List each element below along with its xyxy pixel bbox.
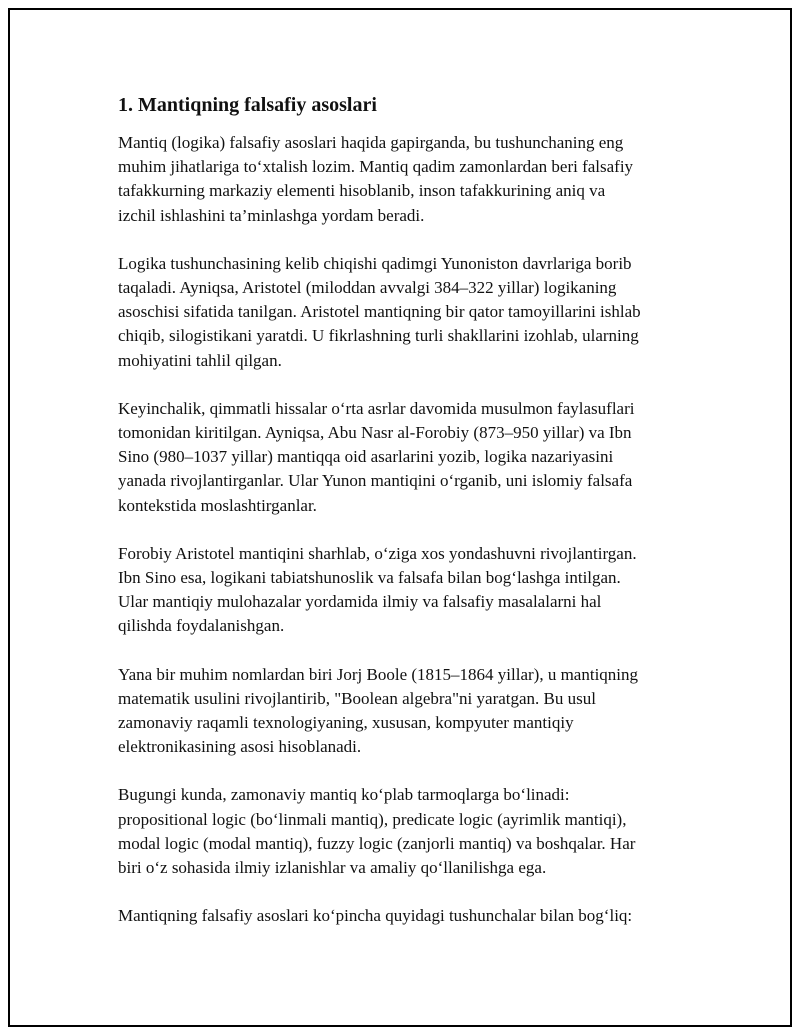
paragraph-line: chiqib, silogistikani yaratdi. U fikrlashning turli shakllarini izohlab, ularning [118, 326, 639, 346]
paragraph-line: Bugungi kunda, zamonaviy mantiq ko‘plab tarmoqlarga bo‘linadi: [118, 785, 570, 805]
paragraph [118, 783, 698, 880]
paragraph [118, 252, 698, 373]
paragraph-line: Ibn Sino esa, logikani tabiatshunoslik va falsafa bilan bog‘lashga intilgan. [118, 568, 621, 588]
paragraph-line: taqaladi. Ayniqsa, Aristotel (miloddan avvalgi 384–322 yillar) logikaning [118, 278, 617, 298]
paragraph-line: Logika tushunchasining kelib chiqishi qadimgi Yunoniston davrlariga borib [118, 253, 632, 273]
paragraph-line: Mantiq (logika) falsafiy asoslari haqida gapirganda, bu tushunchaning eng [118, 133, 624, 152]
paragraph-line: tomonidan kiritilgan. Ayniqsa, Abu Nasr al-Forobiy (873–950 yillar) va Ibn [118, 423, 632, 443]
paragraph-line: biri o‘z sohasida ilmiy izlanishlar va amaliy qo‘llanilishga ega. [118, 858, 547, 878]
paragraph-line: Sino (980–1037 yillar) mantiqqa oid asarlarini yozib, logika nazariyasini [118, 447, 614, 467]
paragraph-line: qilishda foydalanishgan. [118, 616, 285, 636]
paragraph-line: muhim jihatlariga to‘xtalish lozim. Mantiq qadim zamonlardan beri falsafiy [118, 157, 634, 177]
document-body [118, 92, 698, 952]
paragraph-line: Forobiy Aristotel mantiqini sharhlab, o‘ziga xos yondashuvni rivojlantirgan. [118, 543, 637, 563]
paragraph [118, 397, 698, 518]
paragraph-line: Yana bir muhim nomlardan biri Jorj Boole (1815–1864 yillar), u mantiqning [118, 664, 639, 684]
paragraph-line: Mantiqning falsafiy asoslari ko‘pincha quyidagi tushunchalar bilan bog‘liq: [118, 906, 633, 926]
paragraph-line: Keyinchalik, qimmatli hissalar o‘rta asrlar davomida musulmon faylasuflari [118, 398, 635, 418]
section-heading: 1. Mantiqning falsafiy asoslari [118, 94, 377, 116]
paragraph-line: elektronikasining asosi hisoblanadi. [118, 737, 362, 757]
paragraph-line: propositional logic (bo‘linmali mantiq), predicate logic (ayrimlik mantiqi), [118, 809, 627, 829]
paragraph [118, 663, 698, 760]
paragraph-line: yanada rivojlantirganlar. Ular Yunon mantiqini o‘rganib, uni islomiy falsafa [118, 471, 633, 491]
paragraph-line: asoschisi sifatida tanilgan. Aristotel mantiqning bir qator tamoyillarini ishlab [118, 302, 641, 322]
paragraph-line: kontekstida moslashtirganlar. [118, 495, 317, 515]
paragraph-line: zamonaviy raqamli texnologiyaning, xususan, kompyuter mantiqiy [118, 713, 574, 733]
paragraph-line: matematik usulini rivojlantirib, "Boolean algebra"ni yaratgan. Bu usul [118, 688, 596, 708]
paragraph-line: mohiyatini tahlil qilgan. [118, 350, 282, 370]
paragraph [118, 131, 698, 228]
paragraph-line: izchil ishlashini ta’minlashga yordam beradi. [118, 205, 425, 225]
paragraph [118, 904, 698, 928]
paragraph-list [118, 131, 698, 928]
paragraph-line: tafakkurning markaziy elementi hisoblanib, inson tafakkurining aniq va [118, 181, 606, 201]
paragraph [118, 542, 698, 639]
paragraph-line: modal logic (modal mantiq), fuzzy logic (zanjorli mantiq) va boshqalar. Har [118, 833, 636, 853]
paragraph-line: Ular mantiqiy mulohazalar yordamida ilmiy va falsafiy masalalarni hal [118, 592, 602, 612]
